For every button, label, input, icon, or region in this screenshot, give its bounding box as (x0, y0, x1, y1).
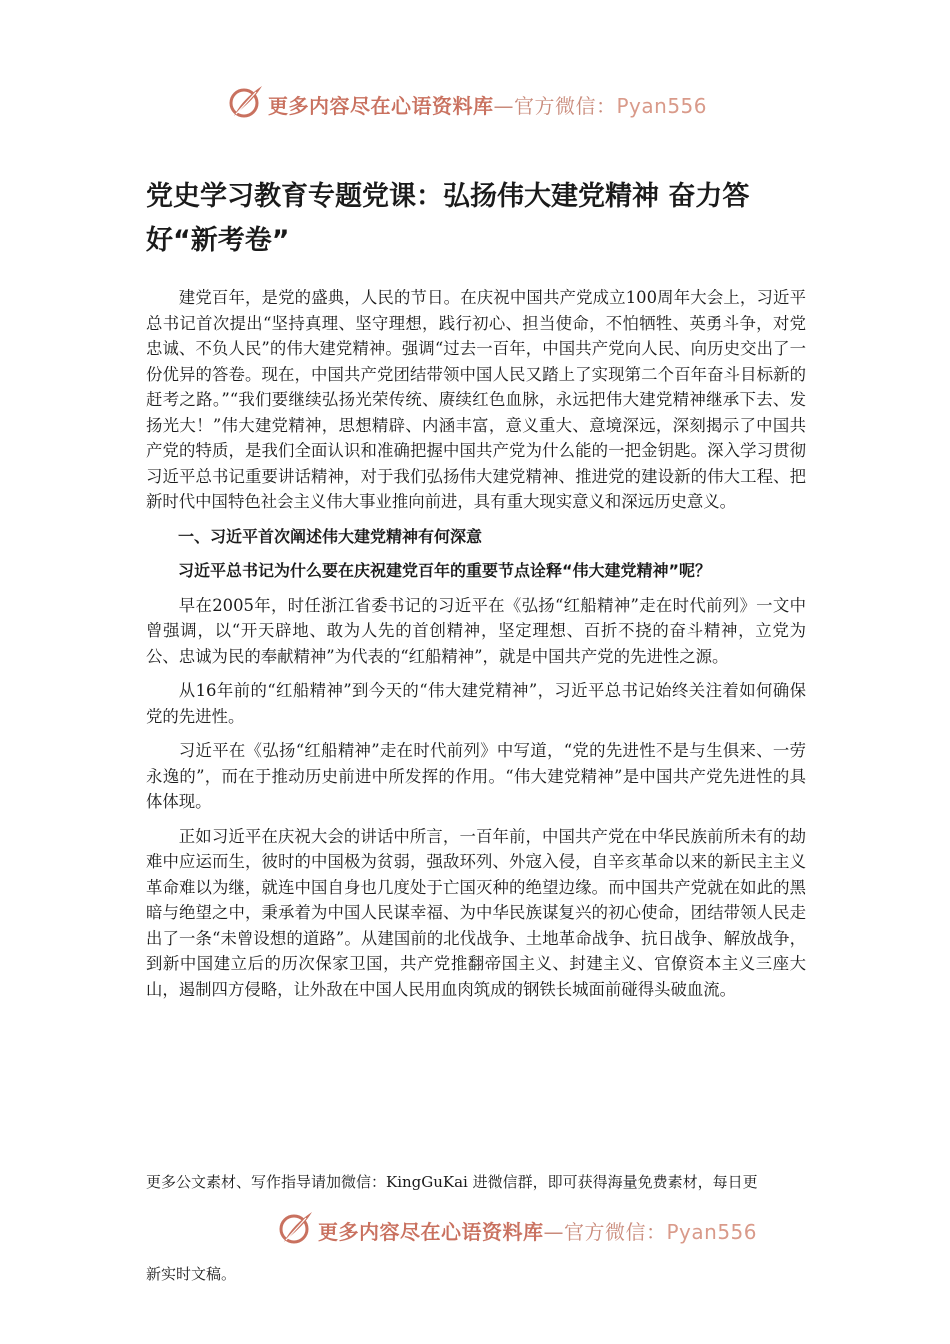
document-body (146, 285, 806, 1002)
watermark-banner-top (0, 78, 950, 128)
watermark-text-id: Pyan556 (616, 94, 708, 118)
watermark-text (318, 1216, 757, 1245)
paragraph-16-years: 从16年前的“红船精神”到今天的“伟大建党精神”，习近平总书记始终关注着如何确保党的先进性。 (146, 681, 806, 726)
watermark-banner-bottom (0, 1204, 950, 1254)
watermark-text-main: 更多内容尽在心语资料库 (318, 1220, 544, 1244)
feather-logo-icon (226, 82, 266, 122)
watermark-text-main: 更多内容尽在心语资料库 (268, 94, 494, 118)
paragraph-intro: 建党百年，是党的盛典，人民的节日。在庆祝中国共产党成立100周年大会上，习近平总书记首次提出“坚持真理、坚守理想，践行初心、担当使命，不怕牺牲、英勇斗争，对党忠诚、不负人民”的伟大建党精神。强调“过去一百年，中国共产党向人民、向历史交出了一份优异的答卷。现在，中国共产党团结带领中国人民又踏上了实现第二个百年奋斗目标新的赶考之路。”“我们要继续弘扬光荣传统、赓续红色血脉，永远把伟大建党精神继承下去、发扬光大！”伟大建党精神，思想精辟、内涵丰富，意义重大、意境深远，深刻揭示了中国共产党的特质，是我们全面认识和准确把握中国共产党为什么能的一把金钥匙。深入学习贯彻习近平总书记重要讲话精神，对于我们弘扬伟大建党精神、推进党的建设新的伟大工程、把新时代中国特色社会主义伟大事业推向前进，具有重大现实意义和深远历史意义。 (146, 288, 806, 511)
watermark-text-wechat: —官方微信： (493, 94, 617, 118)
subheading-question: 习近平总书记为什么要在庆祝建党百年的重要节点诠释“伟大建党精神”呢？ (178, 561, 712, 580)
watermark-text (268, 90, 707, 119)
watermark-text-id: Pyan556 (666, 1220, 758, 1244)
footer-note-continued: 新实时文稿。 (146, 1265, 237, 1283)
paragraph-red-boat-2005: 早在2005年，时任浙江省委书记的习近平在《弘扬“红船精神”走在时代前列》一文中曾强调，以“开天辟地、敢为人先的首创精神，坚定理想、百折不挠的奋斗精神，立党为公、忠诚为民的奉献精神”为代表的“红船精神”，就是中国共产党的先进性之源。 (146, 595, 806, 666)
footer-note: 更多公文素材、写作指导请加微信：KingGuKai 进微信群，即可获得海量免费素材，每日更 (146, 1173, 758, 1191)
watermark-text-wechat: —官方微信： (543, 1220, 667, 1244)
document-title: 党史学习教育专题党课：弘扬伟大建党精神 奋力答好“新考卷” (146, 181, 750, 256)
section-heading-1: 一、习近平首次阐述伟大建党精神有何深意 (178, 526, 483, 546)
paragraph-advanced-nature: 习近平在《弘扬“红船精神”走在时代前列》中写道，“党的先进性不是与生俱来、一劳永逸的”，而在于推动历史前进中所发挥的作用。“伟大建党精神”是中国共产党先进性的具体体现。 (146, 741, 806, 811)
feather-logo-icon (276, 1208, 316, 1248)
paragraph-history: 正如习近平在庆祝大会的讲话中所言，一百年前，中国共产党在中华民族前所未有的劫难中应运而生，彼时的中国极为贫弱，强敌环列、外寇入侵，自辛亥革命以来的新民主主义革命难以为继，就连中国自身也几度处于亡国灭种的绝望边缘。而中国共产党就在如此的黑暗与绝望之中，秉承着为中国人民谋幸福、为中华民族谋复兴的初心使命，团结带领人民走出了一条“未曾设想的道路”。从建国前的北伐战争、土地革命战争、抗日战争、解放战争，到新中国建立后的历次保家卫国，共产党推翻帝国主义、封建主义、官僚资本主义三座大山，遏制四方侵略，让外敌在中国人民用血肉筑成的钢铁长城面前碰得头破血流。 (146, 826, 806, 999)
